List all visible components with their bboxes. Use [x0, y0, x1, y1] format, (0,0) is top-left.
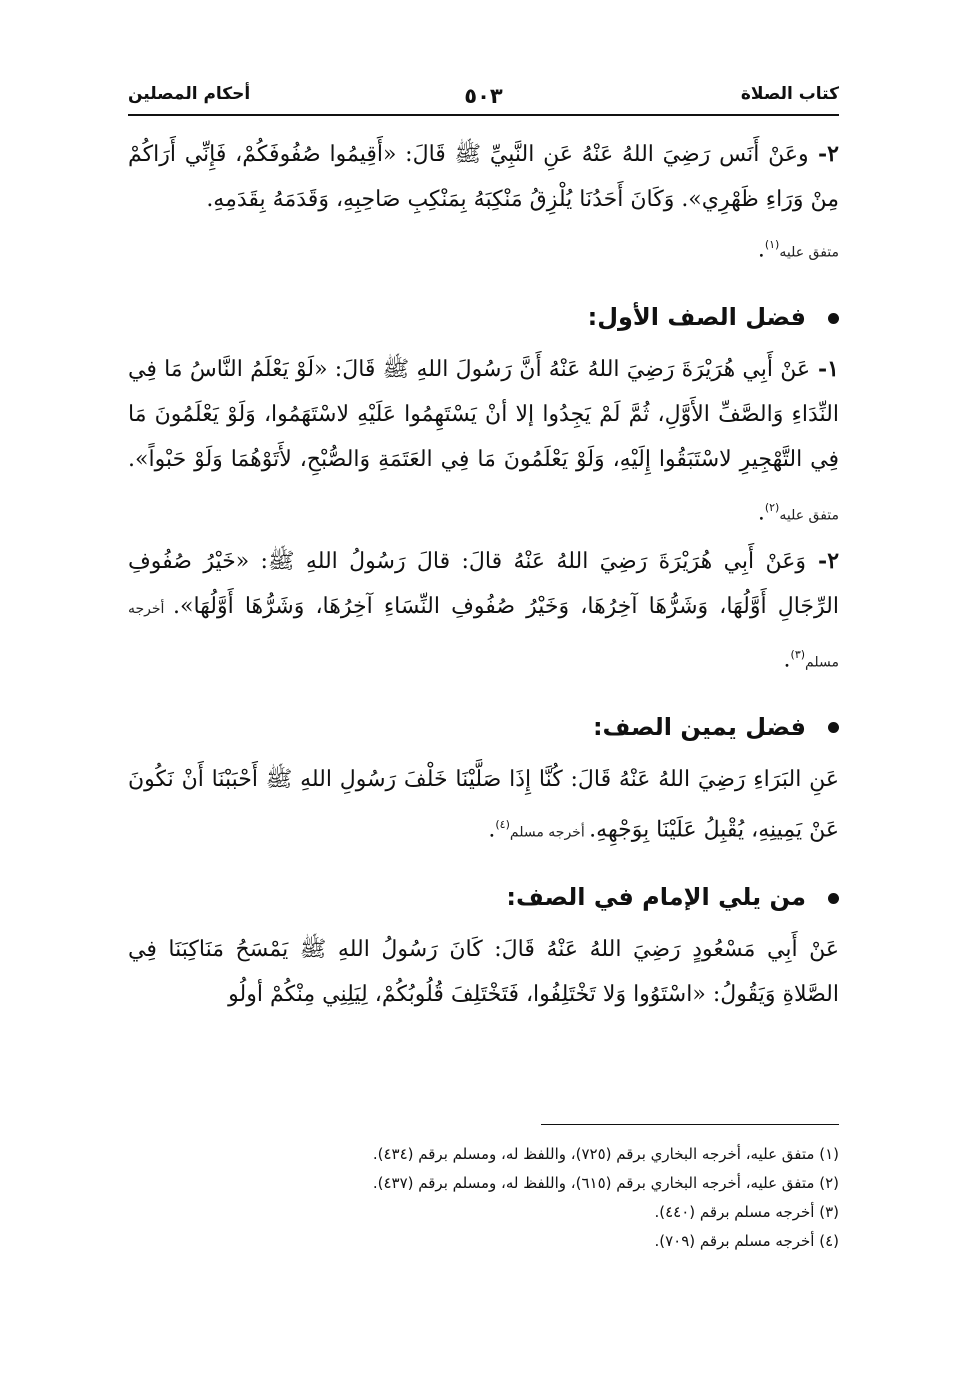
- hadith-quote: «خَيْرُ صُفُوفِ الرِّجَالِ أَوَّلُهَا، وَشَرُّهَا آخِرُهَا، وَخَيْرُ صُفُوفِ النِّسَاءِ آخِرُهَا، وَشَرُّهَا أَوَّلُهَا».: [128, 548, 839, 619]
- hadith-source: أخرجه مسلم: [128, 600, 839, 670]
- main-text: [128, 132, 839, 1017]
- hadith-intro: وعَنْ أَنَس رَضِيَ اللهُ عَنْهُ عَنِ النَّبِيِّ ﷺ قَالَ:: [396, 142, 809, 167]
- hadith-number: ١-: [810, 356, 839, 383]
- hadith-quote: «أَقِيمُوا صُفُوفَكُمْ، فَإِنِّي أَرَاكُمْ مِنْ وَرَاءِ ظَهْرِي».: [128, 142, 839, 212]
- hadith-abu-masud: [128, 927, 839, 1017]
- hadith-intro: عَنْ أَبِي مَسْعُودٍ رَضِيَ اللهُ عَنْهُ قَالَ: كَانَ رَسُولُ اللهِ ﷺ يَمْسَحُ مَنَاكِبَنَا فِي الصَّلاةِ وَيَقُولُ:: [128, 937, 839, 1008]
- hadith-number: ٢-: [806, 547, 840, 574]
- hadith-source: متفق عليه: [779, 244, 839, 261]
- page-number: ٥٠٣: [464, 84, 503, 108]
- header-divider: [128, 114, 839, 116]
- hadith-source: متفق عليه: [779, 507, 839, 524]
- book-title: كتاب الصلاة: [740, 84, 839, 104]
- footnote-2: (٢) متفق عليه، أخرجه البخاري برقم (٦١٥)، واللفظ له، ومسلم برقم (٤٣٧).: [372, 1174, 839, 1192]
- section-title: فضل يمين الصف:: [592, 712, 806, 741]
- bullet-icon: [828, 893, 839, 904]
- bullet-icon: [828, 313, 839, 324]
- chapter-title: أحكام المصلين: [128, 84, 251, 104]
- section-heading-right-side: [128, 705, 839, 749]
- hadith-text: عَنِ البَرَاءِ رَضِيَ اللهُ عَنْهُ قَالَ: كُنَّا إِذَا صَلَّيْنَا خَلْفَ رَسُولِ اللهِ ﷺ أَحْبَبْنَا أَنْ نَكُونَ عَنْ يَمِينِهِ، يُقْبِلُ عَلَيْنَا بِوَجْهِهِ.: [128, 766, 839, 843]
- hadith-quote: «لَوْ يَعْلَمُ النَّاسُ مَا فِي النِّدَاءِ وَالصَّفِّ الأَوَّلِ، ثُمَّ لَمْ يَجِدُوا إلا أنْ يَسْتَهِمُوا عَلَيْهِ لاسْتَهَمُوا، وَلَوْ يَعْلَمُونَ مَا فِي التَّهْجِيرِ لاسْتَبَقُوا إِلَيْهِ، وَلَوْ يَعْلَمُونَ مَا فِي العَتَمَةِ وَالصُّبْحِ، لأَتَوْهُمَا وَلَوْ حَبْواً».: [128, 357, 839, 473]
- footnote-ref: (٣): [790, 647, 806, 661]
- hadith-continuation: وَكَانَ أَحَدُنَا يُلْزِقُ مَنْكِبَهُ بِمَنْكِبِ صَاحِبِهِ، وَقَدَمَهُ بِقَدَمِهِ.: [206, 187, 682, 212]
- hadith-bara: عَنِ البَرَاءِ رَضِيَ اللهُ عَنْهُ قَالَ: كُنَّا إِذَا صَلَّيْنَا خَلْفَ رَسُولِ اللهِ ﷺ أَحْبَبْنَا أَنْ نَكُونَ عَنْ يَمِينِهِ، يُقْبِلُ عَلَيْنَا بِوَجْهِهِ. أخرجه مسلم$^{(٤)}$.: [128, 766, 839, 843]
- footnotes: [128, 1140, 839, 1256]
- section-heading-first-row: [128, 295, 839, 339]
- hadith-intro: وَعَنْ أَبِي هُرَيْرَةَ رَضِيَ اللهُ عَنْهُ قالَ: قالَ رَسُولُ اللهِ ﷺ:: [249, 548, 807, 574]
- footnote-4: (٤) أخرجه مسلم برقم (٧٠٩).: [654, 1232, 839, 1250]
- hadith-abu-hurayra-1: ١- عَنْ أَبِي هُرَيْرَةَ رَضِيَ اللهُ عَنْهُ أَنَّ رَسُولَ اللهِ ﷺ قَالَ: «لَوْ يَعْلَمُ النَّاسُ مَا فِي النِّدَاءِ وَالصَّفِّ الأَوَّلِ، ثُمَّ لَمْ يَجِدُوا إلا أنْ يَسْتَهِمُوا عَلَيْهِ لاسْتَهَمُوا، وَلَوْ يَعْلَمُونَ مَا فِي التَّهْجِيرِ لاسْتَبَقُوا إِلَيْهِ، وَلَوْ يَعْلَمُونَ مَا فِي العَتَمَةِ وَالصُّبْحِ، لأَتَوْهُمَا وَلَوْ حَبْواً». متفق عليه$^{(٢)}$.: [128, 356, 839, 526]
- footnote-1: (١) متفق عليه، أخرجه البخاري برقم (٧٢٥)، واللفظ له، ومسلم برقم (٤٣٤).: [372, 1145, 839, 1163]
- hadith-source: أخرجه مسلم: [509, 824, 590, 841]
- footnote-divider: [541, 1124, 839, 1125]
- section-heading-behind-imam: [128, 875, 839, 919]
- hadith-abu-hurayra-2: ٢- وَعَنْ أَبِي هُرَيْرَةَ رَضِيَ اللهُ عَنْهُ قالَ: قالَ رَسُولُ اللهِ ﷺ: «خَيْرُ صُفُوفِ الرِّجَالِ أَوَّلُهَا، وَشَرُّهَا آخِرُهَا، وَخَيْرُ صُفُوفِ النِّسَاءِ آخِرُهَا، وَشَرُّهَا أَوَّلُهَا». أخرجه مسلم$^{(٣)}$.: [128, 547, 840, 672]
- footnote-ref: (٢): [764, 501, 780, 515]
- footnote-ref: (٤): [495, 817, 510, 831]
- bullet-icon: [828, 722, 839, 733]
- hadith-intro: عَنْ أَبِي هُرَيْرَةَ رَضِيَ اللهُ عَنْهُ أَنَّ رَسُولَ اللهِ ﷺ قَالَ:: [327, 357, 811, 383]
- hadith-number: ٢-: [808, 141, 839, 167]
- hadith-anas: ٢- وعَنْ أَنَس رَضِيَ اللهُ عَنْهُ عَنِ النَّبِيِّ ﷺ قَالَ: «أَقِيمُوا صُفُوفَكُمْ، فَإِنِّي أَرَاكُمْ مِنْ وَرَاءِ ظَهْرِي». وَكَانَ أَحَدُنَا يُلْزِقُ مَنْكِبَهُ بِمَنْكِبِ صَاحِبِهِ، وَقَدَمَهُ بِقَدَمِهِ. متفق عليه$^{(١)}$.: [128, 141, 839, 263]
- footnote-ref: (١): [764, 238, 780, 251]
- running-header: [128, 84, 839, 114]
- section-title: من يلي الإمام في الصف:: [506, 883, 806, 912]
- hadith-quote: «اسْتَوُوا وَلا تَخْتَلِفُوا، فَتَخْتَلِفَ قُلُوبُكُمْ، لِيَلِنِي مِنْكُمْ أولُو: [228, 982, 706, 1008]
- footnote-3: (٣) أخرجه مسلم برقم (٤٤٠).: [654, 1203, 839, 1221]
- section-title: فضل الصف الأول:: [587, 303, 806, 332]
